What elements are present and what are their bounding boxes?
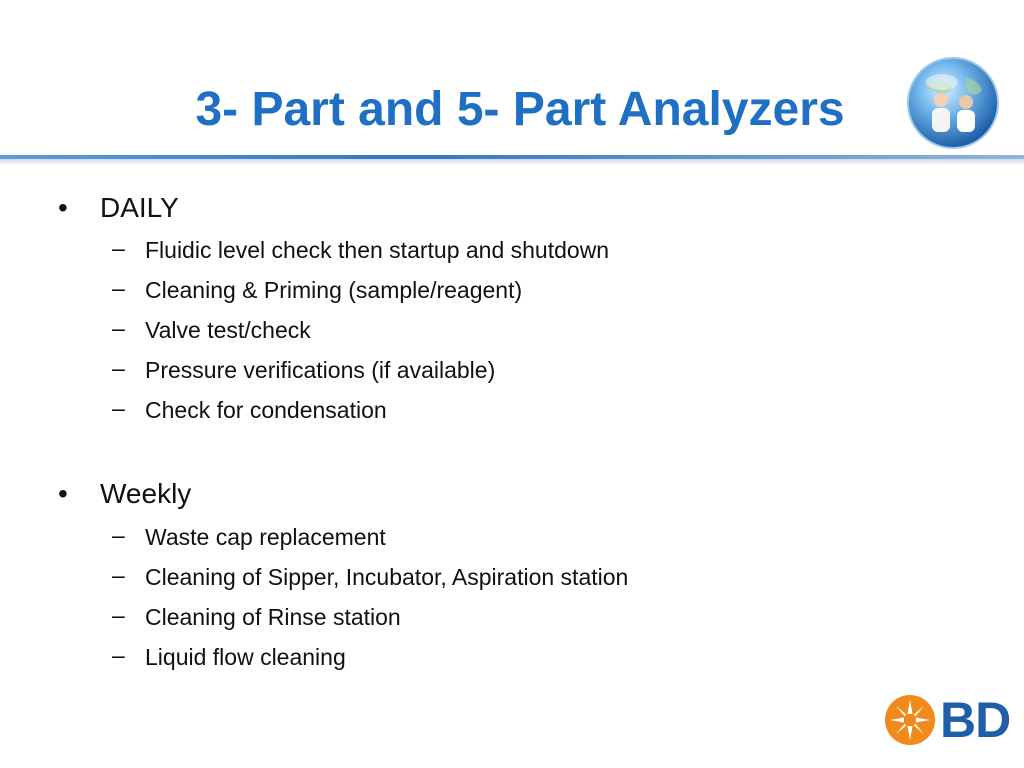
list-item-text: Cleaning & Priming (sample/reagent) — [145, 277, 523, 303]
dash-marker: – — [112, 562, 125, 588]
bullet-dot: • — [58, 478, 68, 509]
dash-marker: – — [112, 235, 125, 261]
list-item-text: Pressure verifications (if available) — [145, 357, 496, 383]
list-item-text: Cleaning of Rinse station — [145, 604, 401, 630]
sunburst-icon — [884, 694, 936, 746]
list-item-text: Cleaning of Sipper, Incubator, Aspiration station — [145, 564, 629, 590]
list-item-text: Check for condensation — [145, 397, 387, 423]
logo-text: BD — [940, 692, 1011, 748]
list-item-text: Valve test/check — [145, 317, 311, 343]
dash-marker: – — [112, 315, 125, 341]
section-heading-text: DAILY — [100, 192, 179, 223]
dash-marker: – — [112, 642, 125, 668]
section-heading-text: Weekly — [100, 478, 192, 509]
list-item-text: Fluidic level check then startup and shutdown — [145, 237, 610, 263]
dash-marker: – — [112, 602, 125, 628]
bullet-dot: • — [58, 192, 68, 223]
list-item-text: Waste cap replacement — [145, 524, 386, 550]
dash-marker: – — [112, 275, 125, 301]
list-item-text: Liquid flow cleaning — [145, 644, 346, 670]
dash-marker: – — [112, 395, 125, 421]
dash-marker: – — [112, 355, 125, 381]
bd-logo — [884, 692, 1011, 750]
dash-marker: – — [112, 522, 125, 548]
slide-title: 3- Part and 5- Part Analyzers — [195, 83, 845, 136]
